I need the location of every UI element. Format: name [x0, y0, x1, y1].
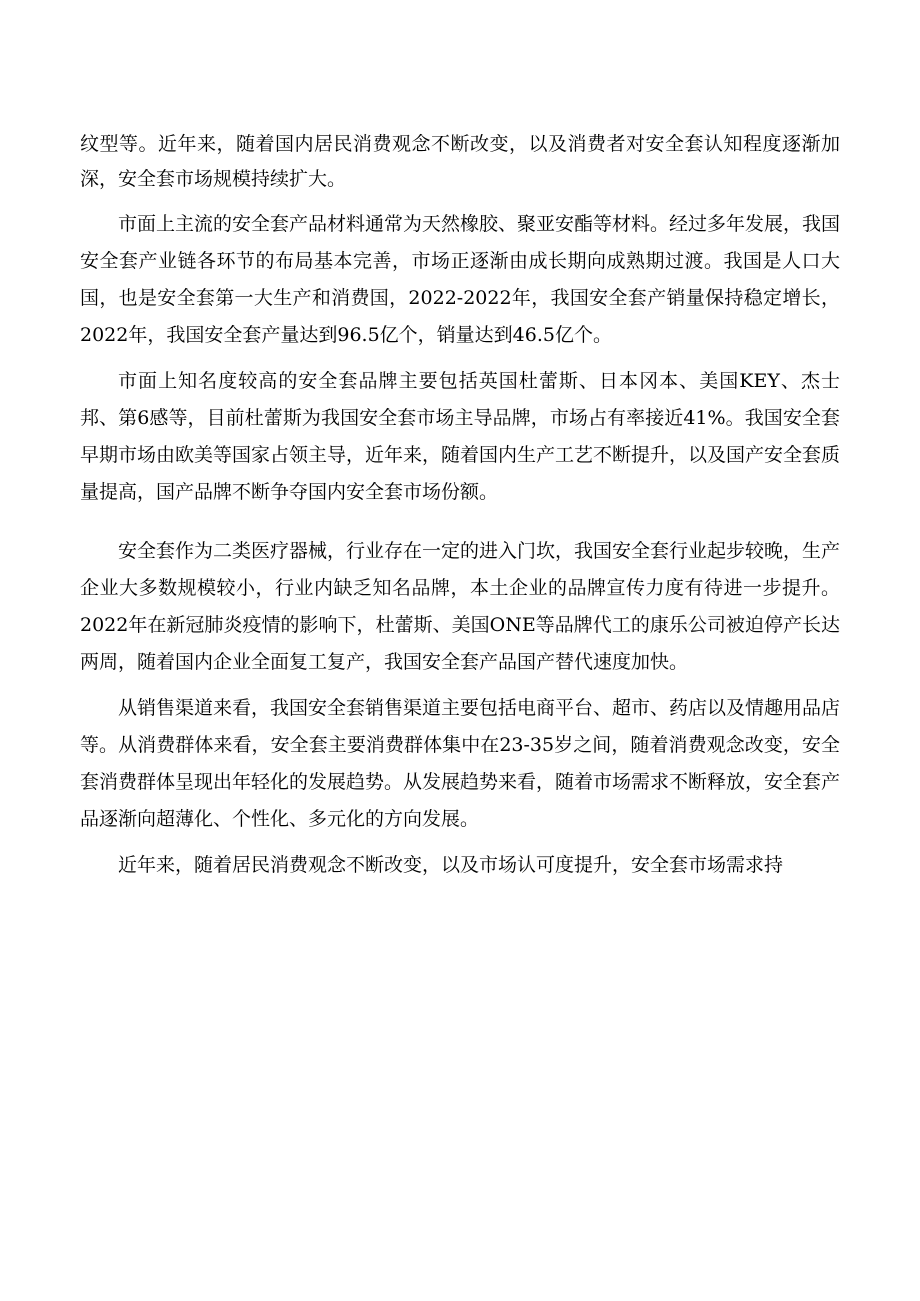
paragraph-brands: 市面上知名度较高的安全套品牌主要包括英国杜蕾斯、日本冈本、美国KEY、杰士邦、第6感等，目前杜蕾斯为我国安全套市场主导品牌，市场占有率接近41%。我国安全套早期市场由欧美等国家占领主导，近年来，随着国内生产工艺不断提升，以及国产安全套质量提高，国产品牌不断争夺国内安全套市场份额。: [80, 370, 841, 503]
paragraph-demand: 近年来，随着居民消费观念不断改变，以及市场认可度提升，安全套市场需求持: [118, 854, 784, 876]
paragraph-industry: 安全套作为二类医疗器械，行业存在一定的进入门坎，我国安全套行业起步较晚，生产企业大多数规模较小，行业内缺乏知名品牌，本土企业的品牌宣传力度有待进一步提升。2022年在新冠肺炎疫情的影响下，杜蕾斯、美国ONE等品牌代工的康乐公司被迫停产长达两周，随着国内企业全面复工复产，我国安全套产品国产替代速度加快。: [80, 540, 841, 673]
paragraph-continuation: 纹型等。近年来，随着国内居民消费观念不断改变，以及消费者对安全套认知程度逐渐加深，安全套市场规模持续扩大。: [80, 133, 840, 190]
document-body: [80, 127, 840, 884]
paragraph-channels: 从销售渠道来看，我国安全套销售渠道主要包括电商平台、超市、药店以及情趣用品店等。从消费群体来看，安全套主要消费群体集中在23-35岁之间，随着消费观念改变，安全套消费群体呈现出年轻化的发展趋势。从发展趋势来看，随着市场需求不断释放，安全套产品逐渐向超薄化、个性化、多元化的方向发展。: [80, 697, 841, 830]
paragraph-materials: 市面上主流的安全套产品材料通常为天然橡胶、聚亚安酯等材料。经过多年发展，我国安全套产业链各环节的布局基本完善，市场正逐渐由成长期向成熟期过渡。我国是人口大国，也是安全套第一大生产和消费国，2022-2022年，我国安全套产销量保持稳定增长，2022年，我国安全套产量达到96.5亿个，销量达到46.5亿个。: [80, 213, 841, 346]
